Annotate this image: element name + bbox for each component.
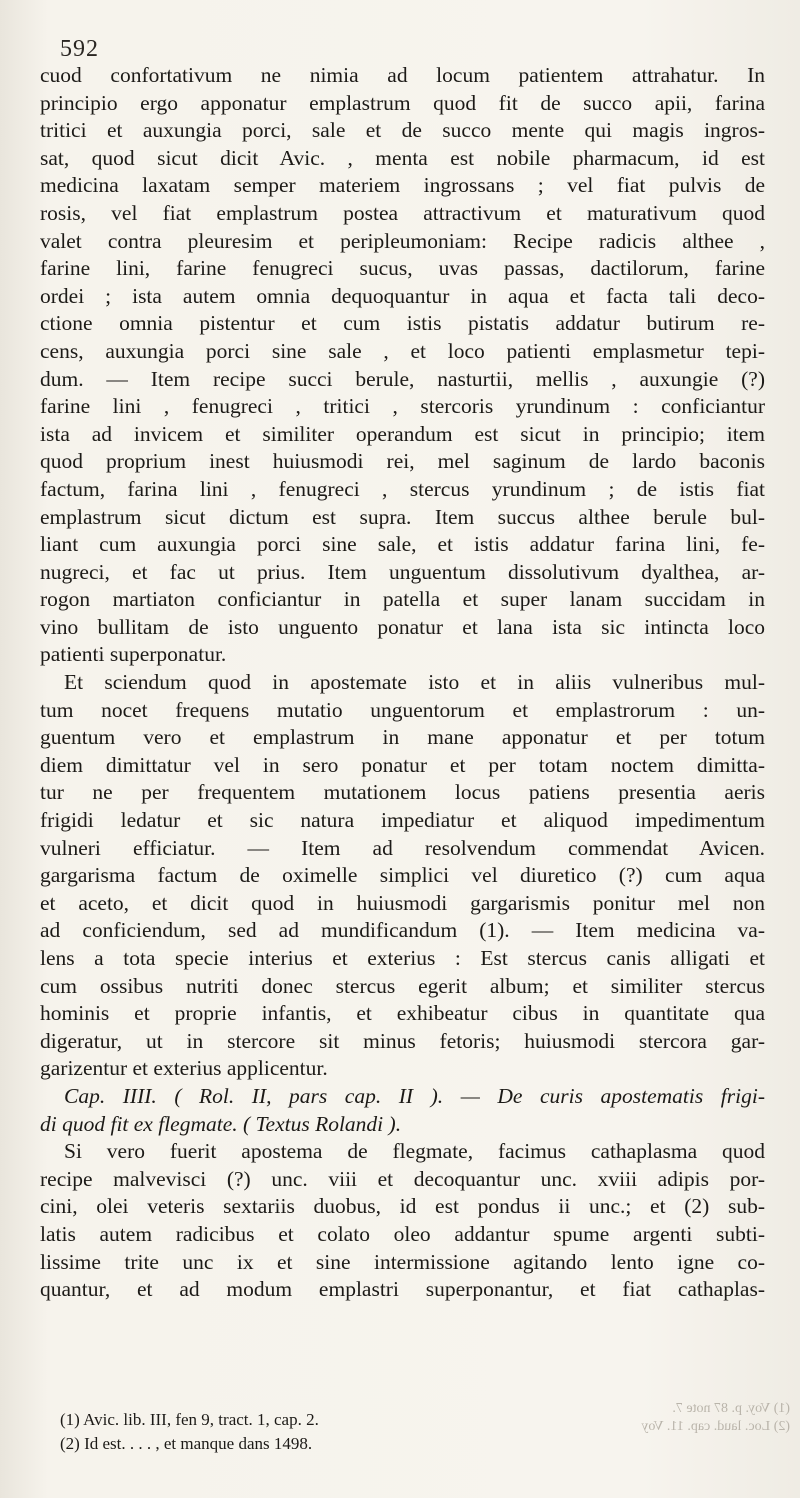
text-line: rogon martiaton conficiantur in patella et super lanam succidam in [40, 587, 765, 612]
text-line: garizentur et exterius applicentur. [40, 1056, 328, 1081]
body-text [40, 62, 765, 1304]
text-line: latis autem radicibus et colato oleo addantur spume argenti subti- [40, 1221, 765, 1246]
text-line: quod proprium inest huiusmodi rei, mel saginum de lardo baconis [40, 449, 765, 474]
text-line: ista ad invicem et similiter operandum est sicut in principio; item [40, 421, 765, 446]
text-line: medicina laxatam semper materiem ingrossans ; vel fiat pulvis de [40, 173, 765, 198]
text-line: valet contra pleuresim et peripleumoniam: Recipe radicis althee , [40, 228, 765, 253]
text-line: vino bullitam de isto unguento ponatur et lana ista sic intincta loco [40, 614, 765, 639]
paragraph-start-line: Si vero fuerit apostema de flegmate, facimus cathaplasma quod [64, 1139, 765, 1164]
text-line: et aceto, et dicit quod in huiusmodi gargarismis ponitur mel non [40, 890, 765, 915]
text-line: farine lini , fenugreci , tritici , stercoris yrundinum : conficiantur [40, 394, 765, 419]
text-line: cuod confortativum ne nimia ad locum patientem attrahatur. In [40, 63, 765, 87]
text-line: vulneri efficiatur. — Item ad resolvendum commendat Avicen. [40, 835, 765, 860]
text-line: guentum vero et emplastrum in mane apponatur et per totum [40, 725, 765, 750]
text-line: digeratur, ut in stercore sit minus fetoris; huiusmodi stercora gar- [40, 1028, 765, 1053]
text-line: cum ossibus nutriti donec stercus egerit album; et similiter stercus [40, 973, 765, 998]
bleed-through-text [560, 1400, 790, 1436]
text-line: emplastrum sicut dictum est supra. Item succus althee berule bul- [40, 504, 765, 529]
chapter-heading-line: Cap. IIII. ( Rol. II, pars cap. II ). — De curis apostematis frigi- [64, 1083, 765, 1108]
paragraph-start-line: Et sciendum quod in apostemate isto et in aliis vulneribus mul- [64, 670, 765, 695]
text-line: tum nocet frequens mutatio unguentorum et emplastrorum : un- [40, 697, 765, 722]
text-line: ad conficiendum, sed ad mundificandum (1). — Item medicina va- [40, 918, 765, 943]
text-line: cens, auxungia porci sine sale , et loco patienti emplasmetur tepi- [40, 338, 765, 363]
text-line: lens a tota specie interius et exterius : Est stercus canis alligati et [40, 946, 765, 970]
text-line: patienti superponatur. [40, 642, 227, 667]
bleed-through-line: (2) Loc. laud. cap. 11. Voy [641, 1419, 790, 1434]
chapter-heading-line: di quod fit ex flegmate. ( Textus Rolandi ). [40, 1111, 402, 1136]
page-number: 592 [60, 36, 99, 62]
text-line: sat, quod sicut dicit Avic. , menta est nobile pharmacum, id est [40, 145, 765, 170]
footnote: (2) Id est. . . . , et manque dans 1498. [60, 1434, 313, 1453]
text-line: rosis, vel fiat emplastrum postea attractivum et maturativum quod [40, 200, 765, 225]
text-line: liant cum auxungia porci sine sale, et istis addatur farina lini, fe- [40, 532, 765, 557]
text-line: cini, olei veteris sextariis duobus, id est pondus ii unc.; et (2) sub- [40, 1194, 765, 1219]
text-line: hominis et proprie infantis, et exhibeatur cibus in quantitate qua [40, 1001, 765, 1026]
text-line: gargarisma factum de oximelle simplici vel diuretico (?) cum aqua [40, 863, 765, 888]
text-line: ctione omnia pistentur et cum istis pistatis addatur butirum re- [40, 311, 765, 336]
text-line: factum, farina lini , fenugreci , stercus yrundinum ; de istis fiat [40, 476, 765, 501]
text-line: recipe malvevisci (?) unc. viii et decoquantur unc. xviii adipis por- [40, 1166, 765, 1191]
bleed-through-line: (1) Voy. p. 87 note 7. [672, 1401, 790, 1416]
text-line: quantur, et ad modum emplastri superponantur, et fiat cathaplas- [40, 1277, 765, 1302]
text-line: principio ergo apponatur emplastrum quod fit de succo apii, farina [40, 90, 765, 115]
text-line: lissime trite unc ix et sine intermissione agitando lento igne co- [40, 1249, 765, 1274]
text-line: diem dimittatur vel in sero ponatur et per totam noctem dimitta- [40, 752, 765, 777]
text-line: dum. — Item recipe succi berule, nasturtii, mellis , auxungie (?) [40, 366, 765, 391]
text-line: tritici et auxungia porci, sale et de succo mente qui magis ingros- [40, 118, 765, 143]
text-line: nugreci, et fac ut prius. Item unguentum dissolutivum dyalthea, ar- [40, 559, 765, 584]
text-line: ordei ; ista autem omnia dequoquantur in aqua et facta tali deco- [40, 283, 765, 308]
text-line: tur ne per frequentem mutationem locus patiens presentia aeris [40, 780, 765, 805]
text-line: farine lini, farine fenugreci sucus, uvas passas, dactilorum, farine [40, 256, 765, 281]
footnote: (1) Avic. lib. III, fen 9, tract. 1, cap. 2. [60, 1410, 319, 1429]
text-line: frigidi ledatur et sic natura impediatur et aliquod impedimentum [40, 808, 765, 833]
